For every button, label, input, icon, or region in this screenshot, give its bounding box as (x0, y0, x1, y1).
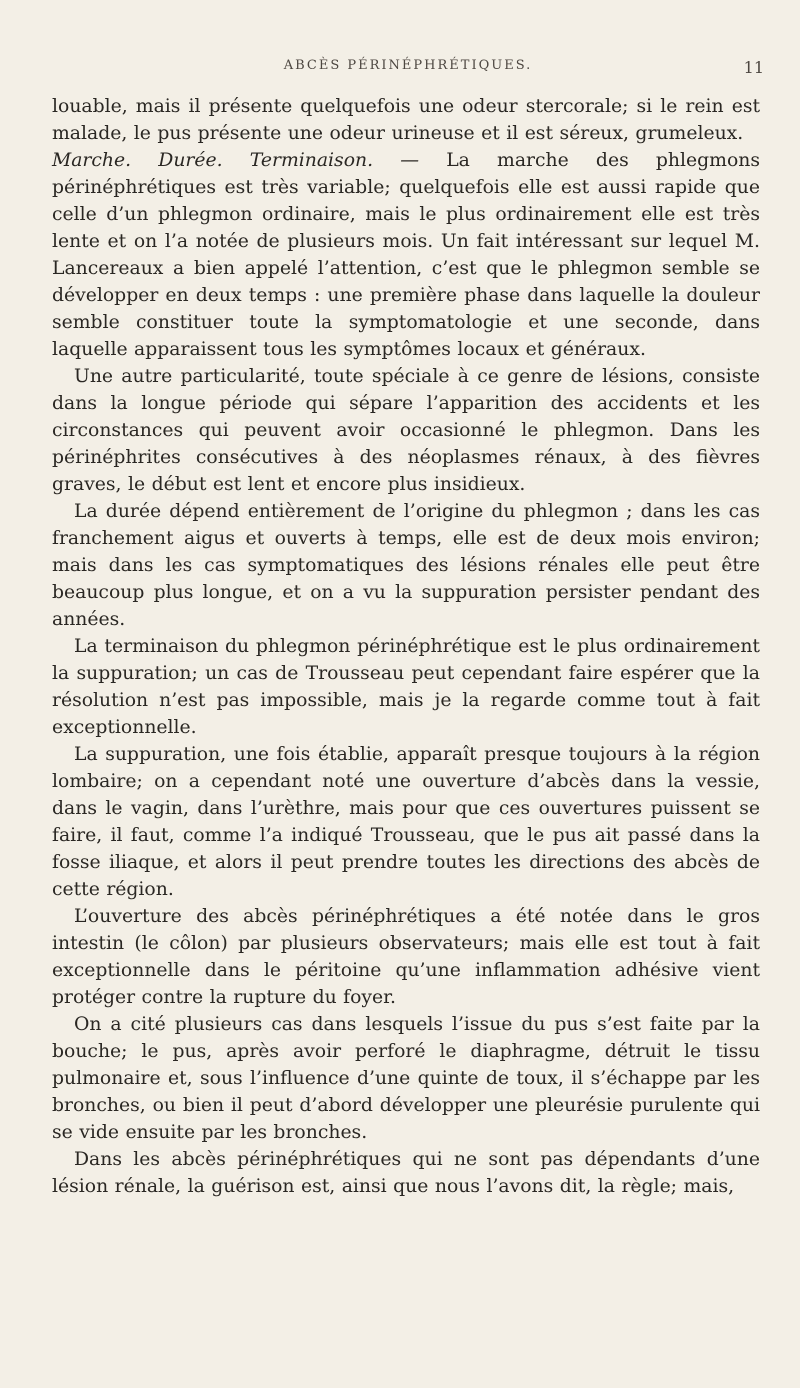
paragraph-1: louable, mais il présente quelquefois une odeur stercorale; si le rein est malade, le pus présente une odeur urineuse et il est séreux, grumeleux. (52, 96, 760, 144)
paragraph-6: La suppuration, une fois établie, apparaît presque toujours à la région lombaire; on a cependant noté une ouverture d’abcès dans la vessie, dans le vagin, dans l’urèthre, mais pour que ces ouvertures puissent se faire, il faut, comme l’a indiqué Trousseau, que le pus ait passé dans la fosse iliaque, et alors il peut prendre toutes les directions des abcès de cette région. (52, 744, 760, 900)
body-text (52, 93, 760, 1200)
running-head (52, 58, 764, 82)
paragraph-4: La durée dépend entièrement de l’origine du phlegmon ; dans les cas franchement aigus et ouverts à temps, elle est de deux mois environ; mais dans les cas symptomatiques des lésions rénales elle peut être beaucoup plus longue, et on a vu la suppuration persister pendant des années. (52, 501, 760, 630)
running-title: ABCÈS PÉRINÉPHRÉTIQUES. (283, 58, 533, 73)
paragraph-8: On a cité plusieurs cas dans lesquels l’issue du pus s’est faite par la bouche; le pus, après avoir perforé le diaphragme, détruit le tissu pulmonaire et, sous l’influence d’une quinte de toux, il s’échappe par les bronches, ou bien il peut d’abord développer une pleurésie purulente qui se vide ensuite par les bronches. (52, 1014, 760, 1143)
paragraph-2-text: La marche des phlegmons périnéphrétiques est très variable; quelquefois elle est aussi rapide que celle d’un phlegmon ordinaire, mais le plus ordinairement elle est très lente et on l’a notée de plusieurs mois. Un fait intéressant sur lequel M. Lancereaux a bien appelé l’attention, c’est que le phlegmon semble se développer en deux temps : une première phase dans laquelle la douleur semble constituer toute la symptomatologie et une seconde, dans laquelle apparaissent tous les symptômes locaux et généraux. (52, 150, 760, 360)
paragraph-5: La terminaison du phlegmon périnéphrétique est le plus ordinairement la suppuration; un cas de Trousseau peut cependant faire espérer que la résolution n’est pas impossible, mais je la regarde comme tout à fait exceptionnelle. (52, 636, 760, 738)
paragraph-2 (52, 147, 760, 363)
page-number: 11 (743, 58, 764, 77)
section-heading: Marche. Durée. Terminaison. — (52, 150, 420, 171)
paragraph-7: L’ouverture des abcès périnéphrétiques a été notée dans le gros intestin (le côlon) par plusieurs observateurs; mais elle est tout à fait exceptionnelle dans le péritoine qu’une inflammation adhésive vient protéger contre la rupture du foyer. (52, 906, 760, 1008)
paragraph-3: Une autre particularité, toute spéciale à ce genre de lésions, consiste dans la longue période qui sépare l’apparition des accidents et les circonstances qui peuvent avoir occasionné le phlegmon. Dans les périnéphrites consécutives à des néoplasmes rénaux, à des fièvres graves, le début est lent et encore plus insidieux. (52, 366, 760, 495)
paragraph-9: Dans les abcès périnéphrétiques qui ne sont pas dépendants d’une lésion rénale, la guérison est, ainsi que nous l’avons dit, la règle; mais, (52, 1149, 760, 1197)
